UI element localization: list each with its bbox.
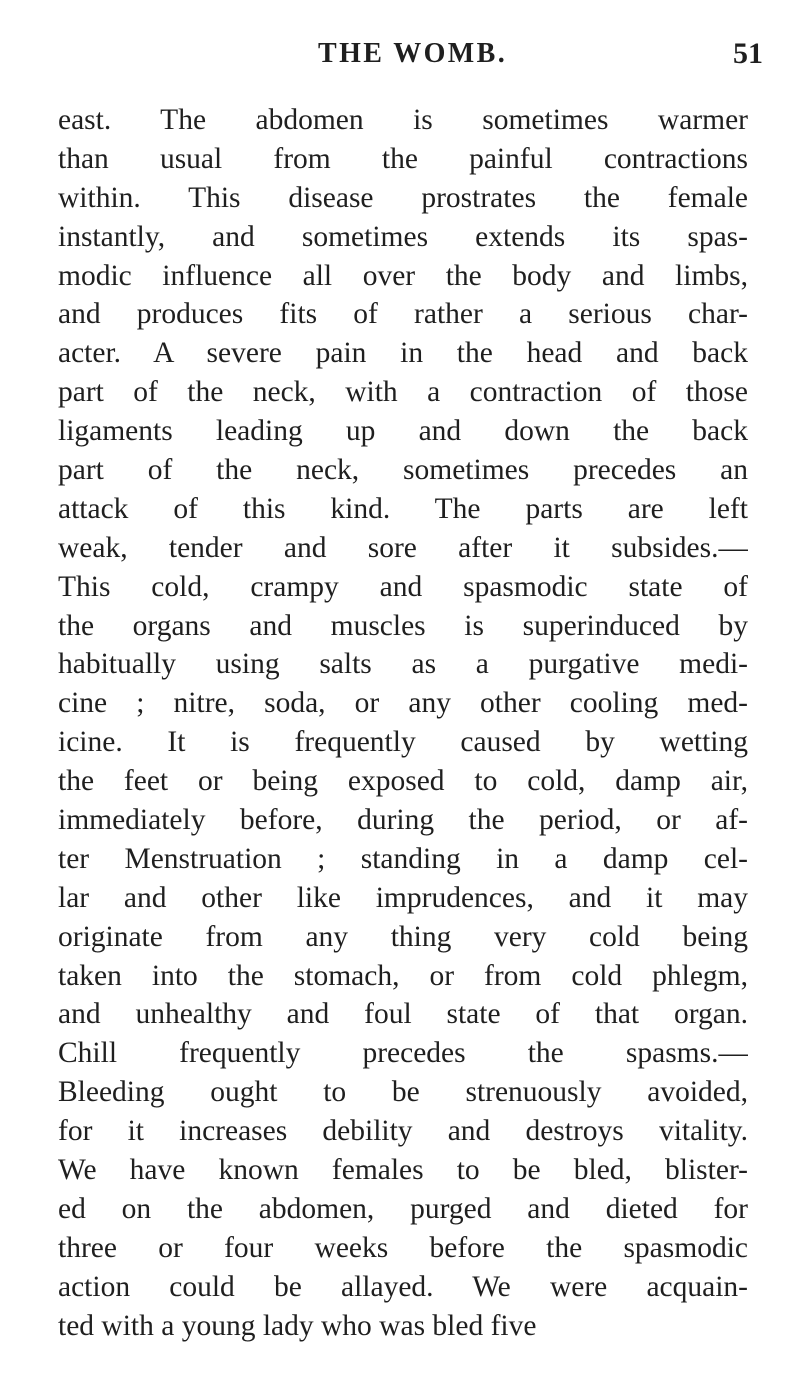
text-line: acter. A severe pain in the head and back	[58, 337, 748, 370]
text-line: and unhealthy and foul state of that organ.	[58, 998, 748, 1031]
text-line: ligaments leading up and down the back	[58, 415, 748, 448]
text-line: This cold, crampy and spasmodic state of	[58, 570, 748, 603]
text-line: within. This disease prostrates the female	[58, 181, 748, 214]
running-head	[0, 34, 800, 74]
text-line: instantly, and sometimes extends its spas-	[58, 220, 748, 253]
text-line: and produces fits of rather a serious char-	[58, 298, 748, 331]
text-line: Chill frequently precedes the spasms.—	[58, 1037, 748, 1070]
body-text	[58, 101, 748, 1346]
text-line: than usual from the painful contractions	[58, 142, 748, 175]
text-line: modic influence all over the body and limbs,	[58, 259, 748, 292]
text-line: originate from any thing very cold being	[58, 920, 748, 953]
text-line: weak, tender and sore after it subsides.—	[58, 531, 748, 564]
text-line: lar and other like imprudences, and it may	[58, 881, 748, 914]
text-line: ted with a young lady who was bled five	[58, 1309, 537, 1342]
text-line: icine. It is frequently caused by wetting	[58, 726, 748, 759]
text-line: three or four weeks before the spasmodic	[58, 1231, 748, 1264]
page-number: 51	[733, 37, 763, 70]
text-line: immediately before, during the period, or af-	[58, 804, 748, 837]
text-line: attack of this kind. The parts are left	[58, 492, 748, 525]
text-line: ter Menstruation ; standing in a damp cel-	[58, 842, 748, 875]
text-line: taken into the stomach, or from cold phlegm,	[58, 959, 748, 992]
text-line: action could be allayed. We were acquain-	[58, 1270, 748, 1303]
text-line: the organs and muscles is superinduced by	[58, 609, 748, 642]
text-line: cine ; nitre, soda, or any other cooling med-	[58, 687, 748, 720]
text-line: east. The abdomen is sometimes warmer	[58, 104, 748, 136]
text-line: the feet or being exposed to cold, damp air,	[58, 765, 748, 798]
text-line: for it increases debility and destroys vitality.	[58, 1115, 748, 1148]
running-title: THE WOMB.	[318, 38, 508, 69]
text-line: ed on the abdomen, purged and dieted for	[58, 1192, 748, 1225]
text-line: habitually using salts as a purgative medi-	[58, 648, 748, 681]
text-line: Bleeding ought to be strenuously avoided,	[58, 1076, 748, 1109]
text-line: part of the neck, sometimes precedes an	[58, 454, 748, 487]
text-line: part of the neck, with a contraction of those	[58, 376, 748, 409]
text-line: We have known females to be bled, blister-	[58, 1154, 748, 1187]
